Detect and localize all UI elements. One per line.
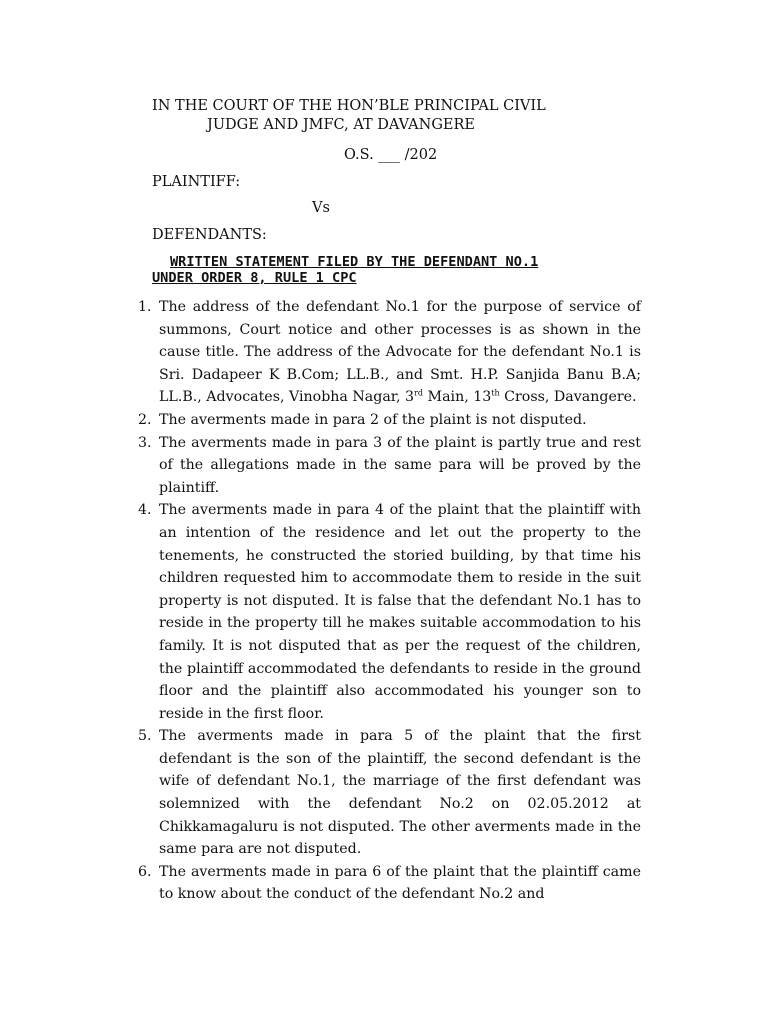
paragraph-number: 3. (138, 434, 152, 451)
paragraph-list (138, 296, 641, 906)
paragraph-text: The averments made in para 5 of the plaint that the first defendant is the son of the plaintiff, the second defendant is the wife of defendant No.1, the marriage of the first defendant was solemnized with the defendant No.2 on 02.05.2012 at Chikkamagaluru is not disputed. The other averments made in the same para are not disputed. (159, 728, 641, 858)
ordinal-suffix: th (491, 388, 500, 398)
court-title-line-2: JUDGE AND JMFC, AT DAVANGERE (207, 117, 475, 133)
paragraph-number: 6. (138, 863, 152, 880)
paragraph-number: 5. (138, 728, 152, 745)
paragraph-number: 2. (138, 411, 152, 428)
case-number: O.S. ___ /202 (344, 147, 438, 163)
paragraph-text: The averments made in para 6 of the plaint that the plaintiff came to know about the conduct of the defendant No.2 and (159, 863, 641, 903)
paragraph-text: The averments made in para 2 of the plaint is not disputed. (159, 411, 587, 428)
vs-label: Vs (312, 200, 330, 216)
paragraph-6 (138, 861, 641, 906)
paragraph-3 (138, 432, 641, 500)
paragraph-text: Main, 13 (423, 389, 492, 406)
plaintiff-label: PLAINTIFF: (152, 174, 241, 190)
paragraph-number: 4. (138, 502, 152, 519)
statement-title-line-2: UNDER ORDER 8, RULE 1 CPC (152, 270, 357, 286)
ordinal-suffix: rd (414, 388, 424, 398)
statement-title-line-1: WRITTEN STATEMENT FILED BY THE DEFENDANT NO.1 (170, 254, 539, 270)
paragraph-4 (138, 499, 641, 725)
paragraph-text: Cross, Davangere. (499, 389, 637, 406)
paragraph-2 (138, 409, 641, 432)
paragraph-1 (138, 296, 641, 409)
paragraph-text: The address of the defendant No.1 for the purpose of service of summons, Court notice and other processes is as shown in the cause title. The address of the Advocate for the defendant No.1 is Sri. Dadapeer K B.Com; LL.B., and Smt. H.P. Sanjida Banu B.A; LL.B., Advocates, Vinobha Nagar, 3 (159, 299, 641, 406)
defendants-label: DEFENDANTS: (152, 227, 267, 243)
paragraph-5 (138, 725, 641, 861)
paragraph-text: The averments made in para 4 of the plaint that the plaintiff with an intention of the residence and let out the property to the tenements, he constructed the storied building, by that time his children requested him to accommodate them to reside in the suit property is not disputed. It is false that the defendant No.1 has to reside in the property till he makes suitable accommodation to his family. It is not disputed that as per the request of the children, the plaintiff accommodated the defendants to reside in the ground floor and the plaintiff also accommodated his younger son to reside in the first floor. (159, 502, 641, 722)
paragraph-number: 1. (138, 299, 152, 315)
court-title-line-1: IN THE COURT OF THE HON’BLE PRINCIPAL CIVIL (152, 98, 546, 114)
paragraph-text: The averments made in para 3 of the plaint is partly true and rest of the allegations made in the same para will be proved by the plaintiff. (159, 434, 641, 496)
